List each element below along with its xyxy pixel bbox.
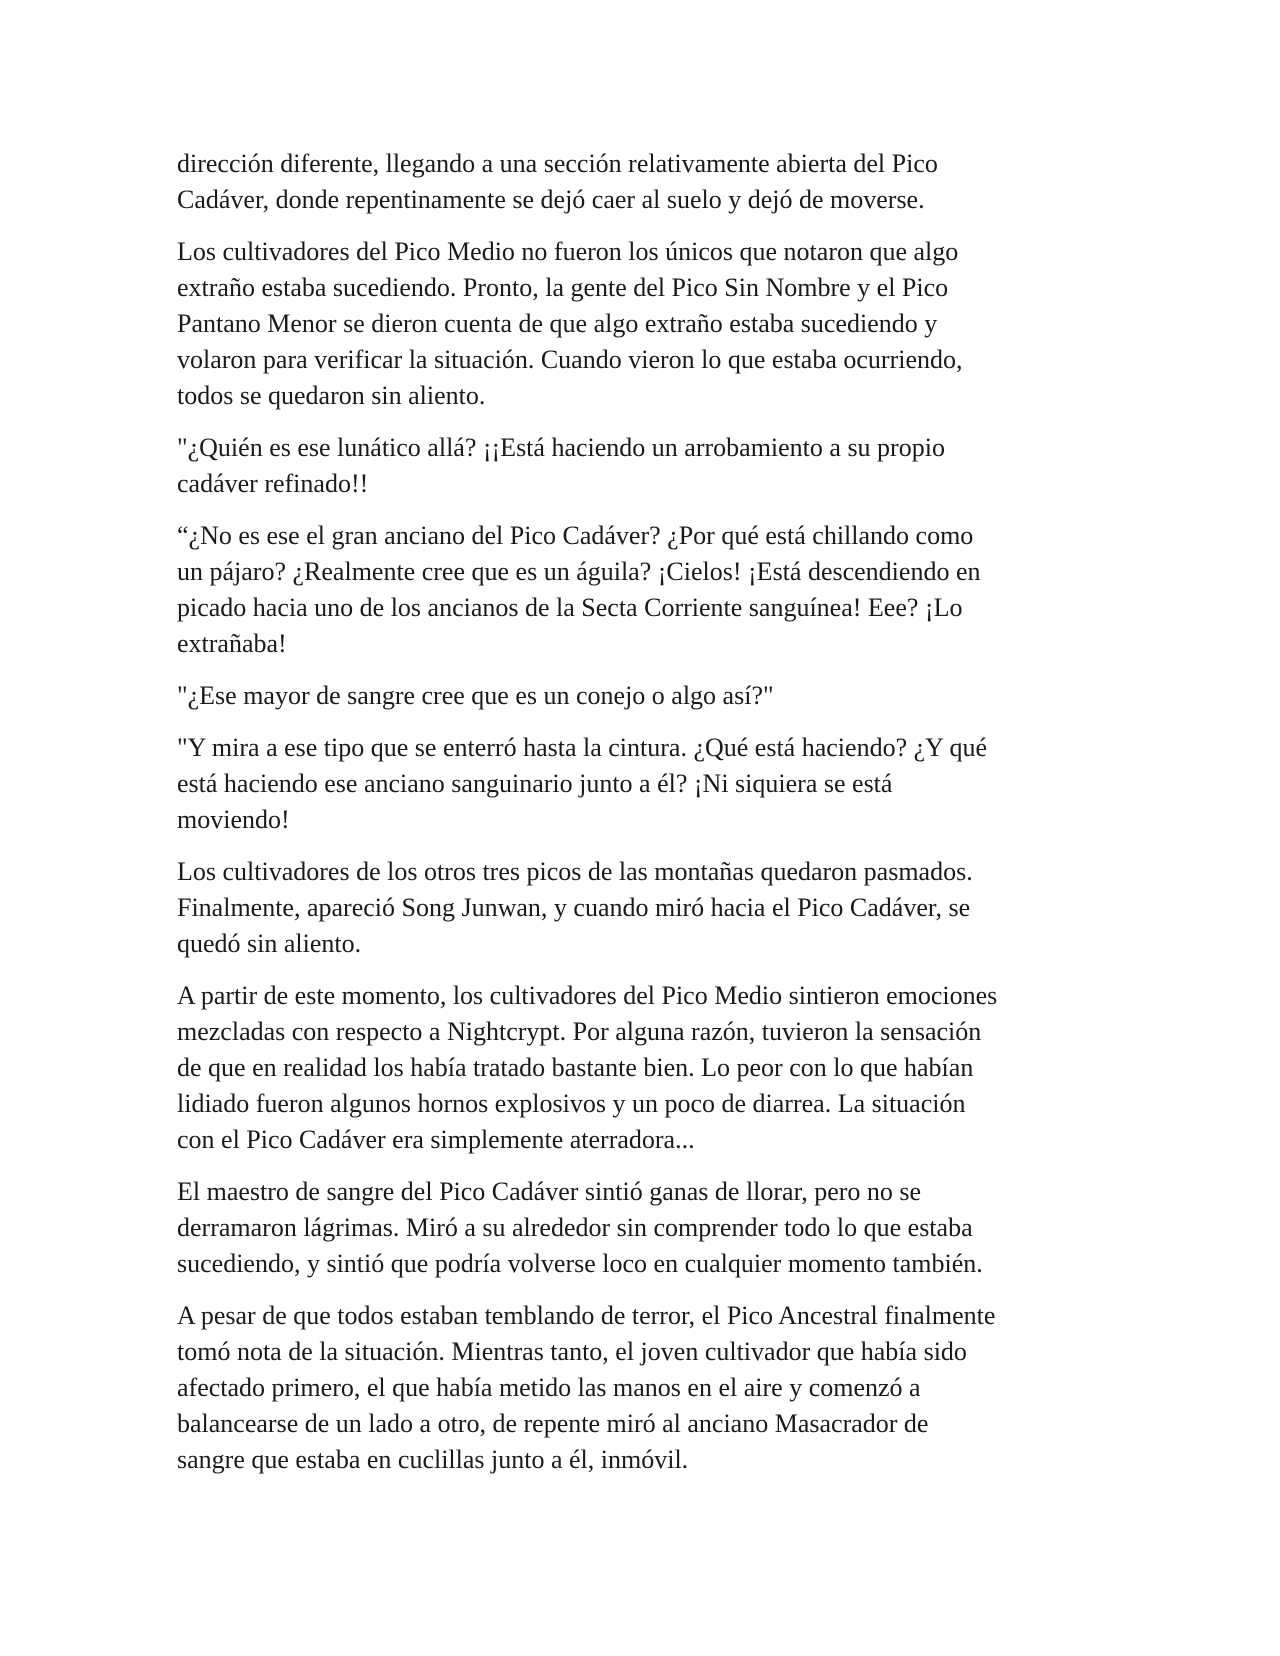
paragraph: Los cultivadores de los otros tres picos de las montañas quedaron pasmados. Finalmente, apareció Song Junwan, y cuando miró hacia el Pico Cadáver, se quedó sin aliento.: [177, 857, 973, 958]
paragraph: “¿No es ese el gran anciano del Pico Cadáver? ¿Por qué está chillando como un pájaro? ¿Realmente cree que es un águila? ¡Cielos! ¡Está descendiendo en picado hacia uno de los ancianos de la Secta Corriente sanguínea! Eee? ¡Lo extrañaba!: [177, 521, 981, 658]
paragraph: A partir de este momento, los cultivadores del Pico Medio sintieron emociones mezcladas con respecto a Nightcrypt. Por alguna razón, tuvieron la sensación de que en realidad los había tratado bastante bien. Lo peor con lo que habían lidiado fueron algunos hornos explosivos y un poco de diarrea. La situación con el Pico Cadáver era simplemente aterradora...: [177, 981, 998, 1154]
paragraph: "¿Ese mayor de sangre cree que es un conejo o algo así?": [177, 681, 774, 710]
document-page: [177, 146, 1117, 1494]
paragraph: El maestro de sangre del Pico Cadáver sintió ganas de llorar, pero no se derramaron lágrimas. Miró a su alrededor sin comprender todo lo que estaba sucediendo, y sintió que podría volverse loco en cualquier momento también.: [177, 1177, 983, 1278]
paragraph: A pesar de que todos estaban temblando de terror, el Pico Ancestral finalmente tomó nota de la situación. Mientras tanto, el joven cultivador que había sido afectado primero, el que había metido las manos en el aire y comenzó a balancearse de un lado a otro, de repente miró al anciano Masacrador de sangre que estaba en cuclillas junto a él, inmóvil.: [177, 1301, 996, 1474]
paragraph: "Y mira a ese tipo que se enterró hasta la cintura. ¿Qué está haciendo? ¿Y qué está haciendo ese anciano sanguinario junto a él? ¡Ni siquiera se está moviendo!: [177, 733, 987, 834]
paragraph: Los cultivadores del Pico Medio no fueron los únicos que notaron que algo extraño estaba sucediendo. Pronto, la gente del Pico Sin Nombre y el Pico Pantano Menor se dieron cuenta de que algo extraño estaba sucediendo y volaron para verificar la situación. Cuando vieron lo que estaba ocurriendo, todos se quedaron sin aliento.: [177, 237, 963, 410]
paragraph: "¿Quién es ese lunático allá? ¡¡Está haciendo un arrobamiento a su propio cadáver refinado!!: [177, 433, 945, 498]
paragraph: dirección diferente, llegando a una sección relativamente abierta del Pico Cadáver, donde repentinamente se dejó caer al suelo y dejó de moverse.: [177, 149, 938, 214]
